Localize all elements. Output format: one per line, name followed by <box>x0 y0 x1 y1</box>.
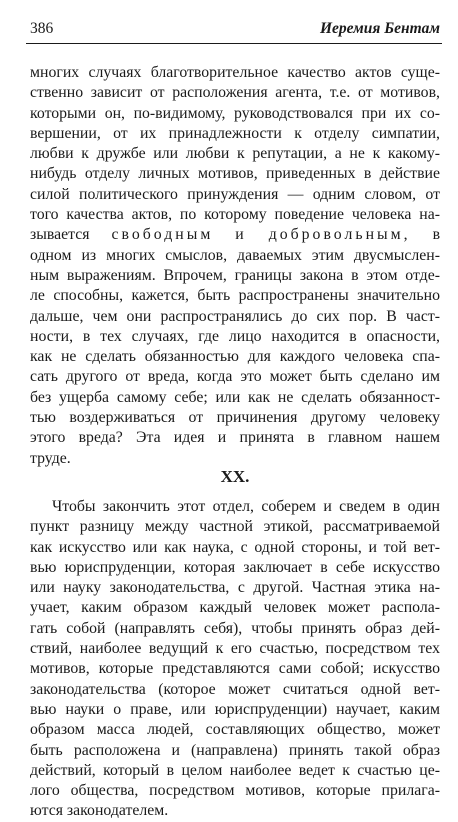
text-line: нибудь отделу личных мотивов, приведенных в действие <box>30 165 440 183</box>
text-line: ственно зависит от расположения агента, т.е. от мотивов, <box>30 84 440 102</box>
text-line: одном из многих смыслов, даваемых этим двусмыслен- <box>30 246 440 264</box>
text-fragment: в <box>432 226 440 244</box>
text-line: как не сделать обязанностью для каждого человека спа- <box>30 348 440 366</box>
text-line: любви к дружбе или любви к репутации, а не к какому- <box>30 145 440 163</box>
text-line: законодательства (которое может считаться одной вет- <box>30 680 440 698</box>
header-rule <box>26 43 442 44</box>
text-fragment: зывается <box>30 226 90 244</box>
text-line: которыми он, по-видимому, руководствовался при их со- <box>30 104 440 122</box>
text-line: гать собой (направлять себя), чтобы принять образ дей- <box>30 619 440 637</box>
text-line: тью воздерживаться от причинения другому человеку <box>30 409 440 427</box>
paragraph-1 <box>30 63 440 469</box>
text-line: силой политического принуждения — одним словом, от <box>30 185 440 203</box>
text-line: вершении, от их принадлежности к отделу симпатии, <box>30 124 440 142</box>
text-line: пункт разницу между частной этикой, рассматриваемой <box>30 518 440 536</box>
emphasized-word: свободным <box>111 226 214 244</box>
text-line: ле способны, кажется, быть распространены значительно <box>30 287 440 305</box>
text-line: ным выражениям. Впрочем, границы закона в этом отде- <box>30 266 440 284</box>
text-line: действий, который в целом наиболее ведет к счастью це- <box>30 761 440 779</box>
text-line: ствий, наиболее ведущий к его счастью, посредством тех <box>30 640 440 658</box>
text-line: труде. <box>30 449 71 467</box>
text-line-spaced <box>30 225 440 245</box>
text-line: как искусство или как наука, с одной стороны, и той вет- <box>30 538 440 556</box>
text-line: без ущерба самому себе; или как не сделать обязанност- <box>30 388 440 406</box>
running-head <box>30 18 440 40</box>
emphasized-word: и <box>235 226 247 244</box>
text-line: многих случаях благотворительное качество актов суще- <box>30 64 440 81</box>
text-line: мотивов, которые представляются сами собой; искусство <box>30 660 440 678</box>
text-line: вью юриспруденции, которая заключает в себе искусство <box>30 558 440 576</box>
text-line: вью науки о праве, или юриспруденции) научает, каким <box>30 700 440 718</box>
text-line: этого вреда? Эта идея и принята в главном нашем <box>30 429 440 447</box>
text-line: или науку законодательства, с другой. Частная этика на- <box>30 579 440 597</box>
running-title: Иеремия Бентам <box>319 20 440 37</box>
text-line-first: Чтобы закончить этот отдел, соберем и сведем в один <box>52 498 440 515</box>
paragraph-2 <box>30 497 440 822</box>
text-line: лого общества, посредством мотивов, которые прилага- <box>30 782 440 800</box>
text-line: учает, каким образом каждый человек может распола- <box>30 599 440 617</box>
text-line: ности, в тех случаях, где лицо находится в опасности, <box>30 327 440 345</box>
text-line: сать другого от вреда, когда это может быть сделано им <box>30 368 440 386</box>
page-number: 386 <box>30 20 54 37</box>
section-heading: XX. <box>220 467 250 486</box>
text-line: быть расположена и (направлена) принять такой образ <box>30 741 440 759</box>
text-line: дальше, чем они распространялись до сих пор. В част- <box>30 307 440 325</box>
text-line: того качества актов, по которому поведение человека на- <box>30 206 440 224</box>
text-line: ются законодателем. <box>30 802 169 820</box>
emphasized-word: добровольным, <box>268 226 411 244</box>
text-line: образом масса людей, составляющих общество, может <box>30 721 440 739</box>
